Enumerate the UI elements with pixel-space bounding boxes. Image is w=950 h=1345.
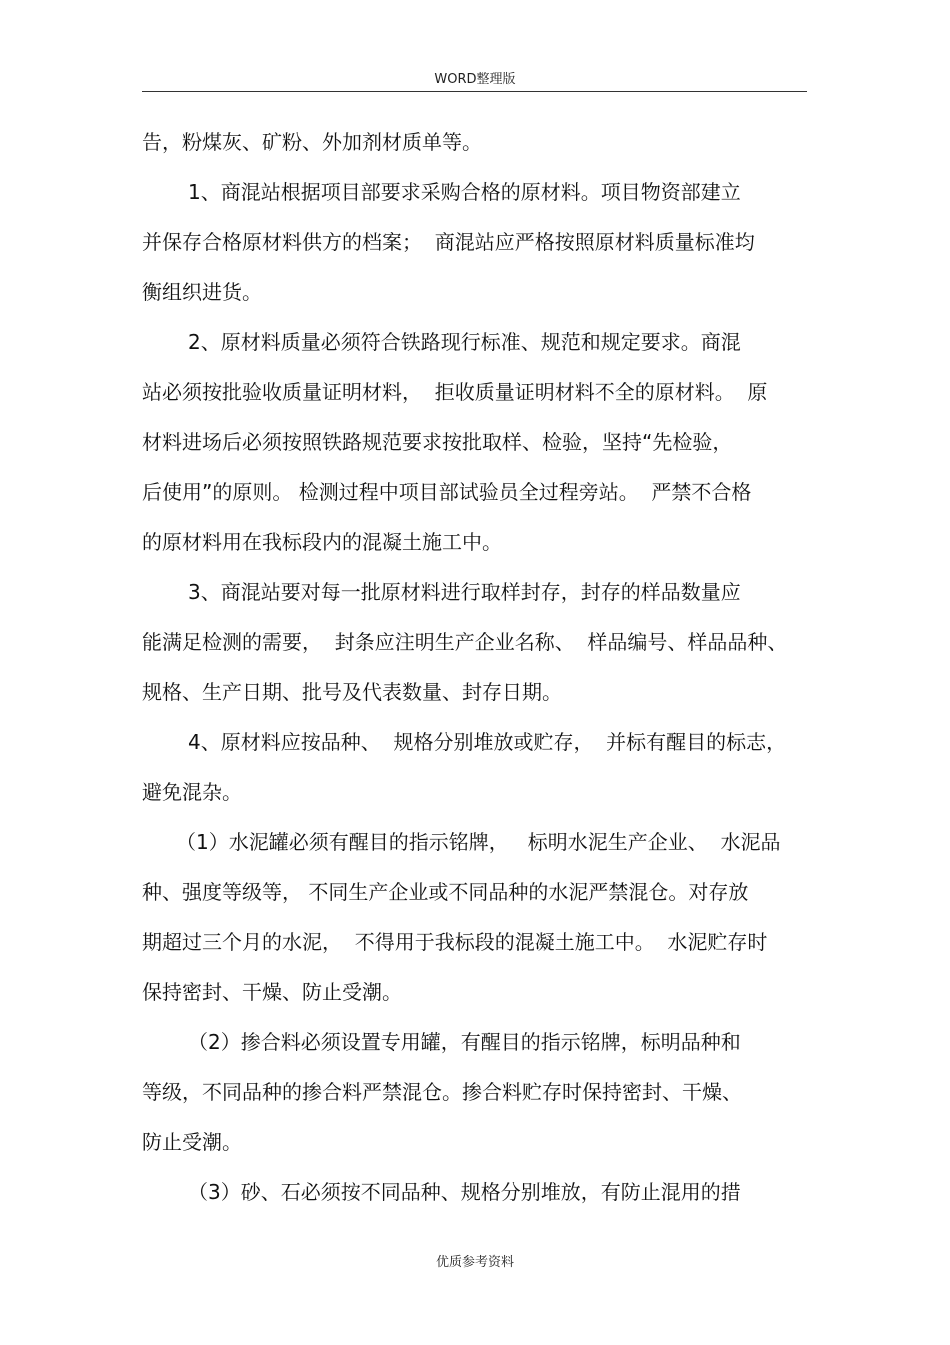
page-header-title: WORD整理版	[434, 72, 516, 87]
body-line: 保持密封、干燥、防止受潮。	[142, 980, 402, 1004]
body-line: 避免混杂。	[142, 780, 242, 804]
body-line: 防止受潮。	[142, 1130, 242, 1154]
body-line: 规格、生产日期、批号及代表数量、封存日期。	[142, 680, 562, 704]
page-footer: 优质参考资料	[435, 1255, 514, 1270]
body-line: 后使用”的原则。 检测过程中项目部试验员全过程旁站。 严禁不合格	[142, 480, 752, 504]
body-line: 并保存合格原材料供方的档案； 商混站应严格按照原材料质量标准均	[142, 230, 755, 254]
body-line: 站必须按批验收质量证明材料， 拒收质量证明材料不全的原材料。 原	[142, 380, 768, 404]
body-line: 的原材料用在我标段内的混凝土施工中。	[142, 530, 502, 554]
body-line: 种、强度等级等， 不同生产企业或不同品种的水泥严禁混仓。对存放	[142, 880, 749, 904]
body-line: 3、商混站要对每一批原材料进行取样封存，封存的样品数量应	[188, 580, 741, 604]
body-line: 4、原材料应按品种、 规格分别堆放或贮存， 并标有醒目的标志，	[188, 730, 787, 754]
body-line: 材料进场后必须按照铁路规范要求按批取样、检验，坚持“先检验，	[142, 430, 733, 454]
body-line: 能满足检测的需要， 封条应注明生产企业名称、 样品编号、样品品种、	[142, 630, 788, 654]
body-line: 1、商混站根据项目部要求采购合格的原材料。项目物资部建立	[188, 180, 741, 204]
body-line: 等级，不同品种的掺合料严禁混仓。掺合料贮存时保持密封、干燥、	[142, 1080, 742, 1104]
body-line: （2）掺合料必须设置专用罐，有醒目的指示铭牌，标明品种和	[188, 1030, 741, 1054]
header-divider	[142, 91, 807, 92]
body-line: （3）砂、石必须按不同品种、规格分别堆放，有防止混用的措	[188, 1180, 741, 1204]
body-line: 告，粉煤灰、矿粉、外加剂材质单等。	[142, 130, 482, 154]
body-line: 期超过三个月的水泥， 不得用于我标段的混凝土施工中。 水泥贮存时	[142, 930, 768, 954]
body-line: 衡组织进货。	[142, 280, 262, 304]
body-line: （1）水泥罐必须有醒目的指示铭牌， 标明水泥生产企业、 水泥品	[176, 830, 781, 854]
body-line: 2、原材料质量必须符合铁路现行标准、规范和规定要求。商混	[188, 330, 741, 354]
